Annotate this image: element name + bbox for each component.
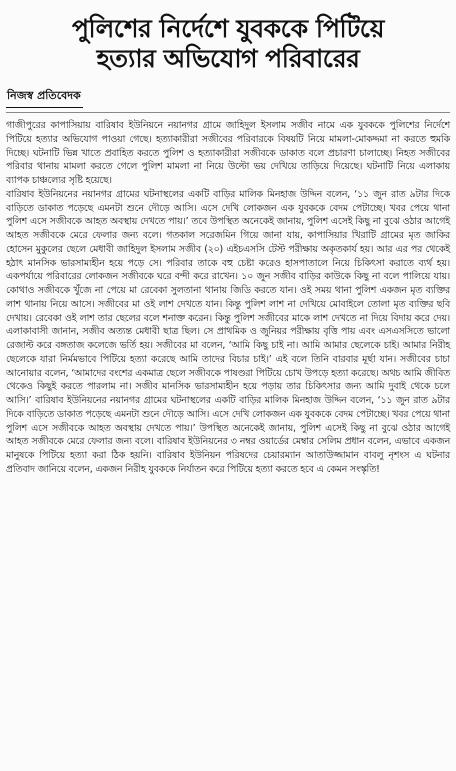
divider — [6, 112, 450, 113]
headline-line-1: পুলিশের নির্দেশে যুবককে পিটিয়ে — [71, 14, 385, 43]
article-paragraph-1: গাজীপুরের কাপাসিয়ায় বারিষাব ইউনিয়নে নয়ানগর গ্রামে জাহিদুল ইসলাম সজীব নামে এক যুবককে পুলিশের নির্দেশে পিটিয়ে হত্যার অভিযোগ পাওয়া গেছে। হত্যাকারীরা সজীবের পরিবারকে বিষয়টি নিয়ে মামলা-মোকদ্দমা না করতে হুমকি দিচ্ছে। ঘটনাটি ভিন্ন খাতে প্রবাহিত করতে পুলিশ ও হত্যাকারীরা সজীবকে ডাকাত বলে প্রচারণা চালাচ্ছে। নিহত সজীবের পরিবার থানায় মামলা করতে গেলে পুলিশ মামলা না নিয়ে উল্টো ভয় দেখিয়ে তাড়িয়ে দিয়েছে। ঘটনাটি নিয়ে এলাকায় ব্যাপক চাঞ্চল্যের সৃষ্টি হয়েছে। — [6, 120, 450, 186]
article-body — [6, 119, 450, 477]
byline: নিজস্ব প্রতিবেদক — [6, 87, 83, 108]
headline-line-2: হত্যার অভিযোগ পরিবারের — [96, 43, 360, 73]
byline-row — [6, 73, 450, 108]
headline — [6, 14, 450, 73]
article-paragraph-2: বারিষাব ইউনিয়নের নয়ানগর গ্রামের ঘটনাস্থলের একটি বাড়ির মালিক মিনহাজ উদ্দিন বলেন, ‘১১ জুন রাত ৯টার দিকে বাড়িতে ডাকাত পড়েছে এমনটা শুনে দৌড়ে আসি। এসে দেখি লোকজন এক যুবককে বেদম পেটাচ্ছে। খবর পেয়ে থানা পুলিশ এসে সজীবকে আহত অবস্থায় দেখতে পায়।’ তবে উপস্থিত অনেকেই জানায়, পুলিশ এসেই কিছু না বুঝে ওঠার আগেই আহত সজীবকে মেরে ফেলার জন্য বলে। গতকাল সরেজমিন গিয়ে জানা যায়, কাপাসিয়ার খিরাটি গ্রামের মৃত জাকির হোসেন মুকুলের ছেলে মেধাবী জাহিদুল ইসলাম সজীব (২০) এইচএসসি টেস্ট পরীক্ষায় অকৃতকার্য হয়। আর এর পর থেকেই হঠাৎ মানসিক ভারসাম্যহীন হয়ে পড়ে সে। পরিবার তাকে বহু চেষ্টা করেও হাসপাতালে নিয়ে চিকিৎসা করাতে ব্যর্থ হয়। একপর্যায়ে পরিবারের লোকজন সজীবকে ঘরে বন্দী করে রাখেন। ১০ জুন সজীব বাড়ির কাউকে কিছু না বলে পালিয়ে যায়। কোথাও সজীবকে খুঁজে না পেয়ে মা রেবেকা সুলতানা থানায় জিডি করতে যান। ওই সময় থানা পুলিশ একজন মৃত ব্যক্তির লাশ থানায় নিয়ে আসে। সজীবের মা ওই লাশ দেখতে যান। কিন্তু পুলিশ লাশ না দেখিয়ে মোবাইলে তোলা মৃত ব্যক্তির ছবি দেখায়। রেবেকা ওই লাশ তার ছেলের বলে শনাক্ত করেন। কিন্তু পুলিশ সজীবের মাকে লাশ দেখতে না দিয়ে বিদায় করে দেয়। এলাকাবাসী জানান, সজীব অত্যন্ত মেধাবী ছাত্র ছিল। সে প্রাথমিক ও জুনিয়র পরীক্ষায় বৃত্তি পায় এবং এসএসসিতে ভালো রেজাল্ট করে বঙ্গতাজ কলেজে ভর্তি হয়। সজীবের মা বলেন, ‘আমি কিছু চাই না। আমি আমার ছেলেকে চাই। আমার নিরীহ ছেলেকে যারা নির্মমভাবে পিটিয়ে হত্যা করেছে আমি তাদের বিচার চাই।’ এই বলে তিনি বারবার মূর্ছা যান। সজীবের চাচা আনোয়ার বলেন, ‘আমাদের বংশের একমাত্র ছেলে সজীবকে পাষণ্ডরা পিটিয়ে চোখ উপড়ে হত্যা করেছে। অথচ আমি জীবিত থেকেও কিছুই করতে পারলাম না। সজীব মানসিক ভারসাম্যহীন হয়ে পড়ায় তার চিকিৎসার জন্য আমি দুবাই থেকে চলে আসি।’ বারিষাব ইউনিয়নের নয়ানগর গ্রামের ঘটনাস্থলের একটি বাড়ির মালিক মিনহাজ উদ্দিন বলেন, ‘১১ জুন রাত ৯টার দিকে বাড়িতে ডাকাত পড়েছে এমনটা শুনে দৌড়ে আসি। এসে দেখি লোকজন এক যুবককে বেদম পেটাচ্ছে। খবর পেয়ে থানা পুলিশ এসে সজীবকে আহত অবস্থায় দেখতে পায়।’ উপস্থিত অনেকেই জানায়, পুলিশ এসেই কিছু না বুঝে ওঠার আগেই আহত সজীবকে মেরে ফেলার জন্য বলে। বারিষাব ইউনিয়নের ৩ নম্বর ওয়ার্ডের মেম্বার সেলিম প্রধান বলেন, এভাবে একজন মানুষকে পিটিয়ে হত্যা করা ঠিক হয়নি। বারিষাব ইউনিয়ন পরিষদের চেয়ারম্যান আতাউজ্জামান বাবলু নৃশংস এ ঘটনার প্রতিবাদ জানিয়ে বলেন, একজন নিরীহ যুবককে নির্যাতন করে পিটিয়ে হত্যা করতে হবে এ কেমন সংস্কৃতি! — [6, 188, 450, 475]
